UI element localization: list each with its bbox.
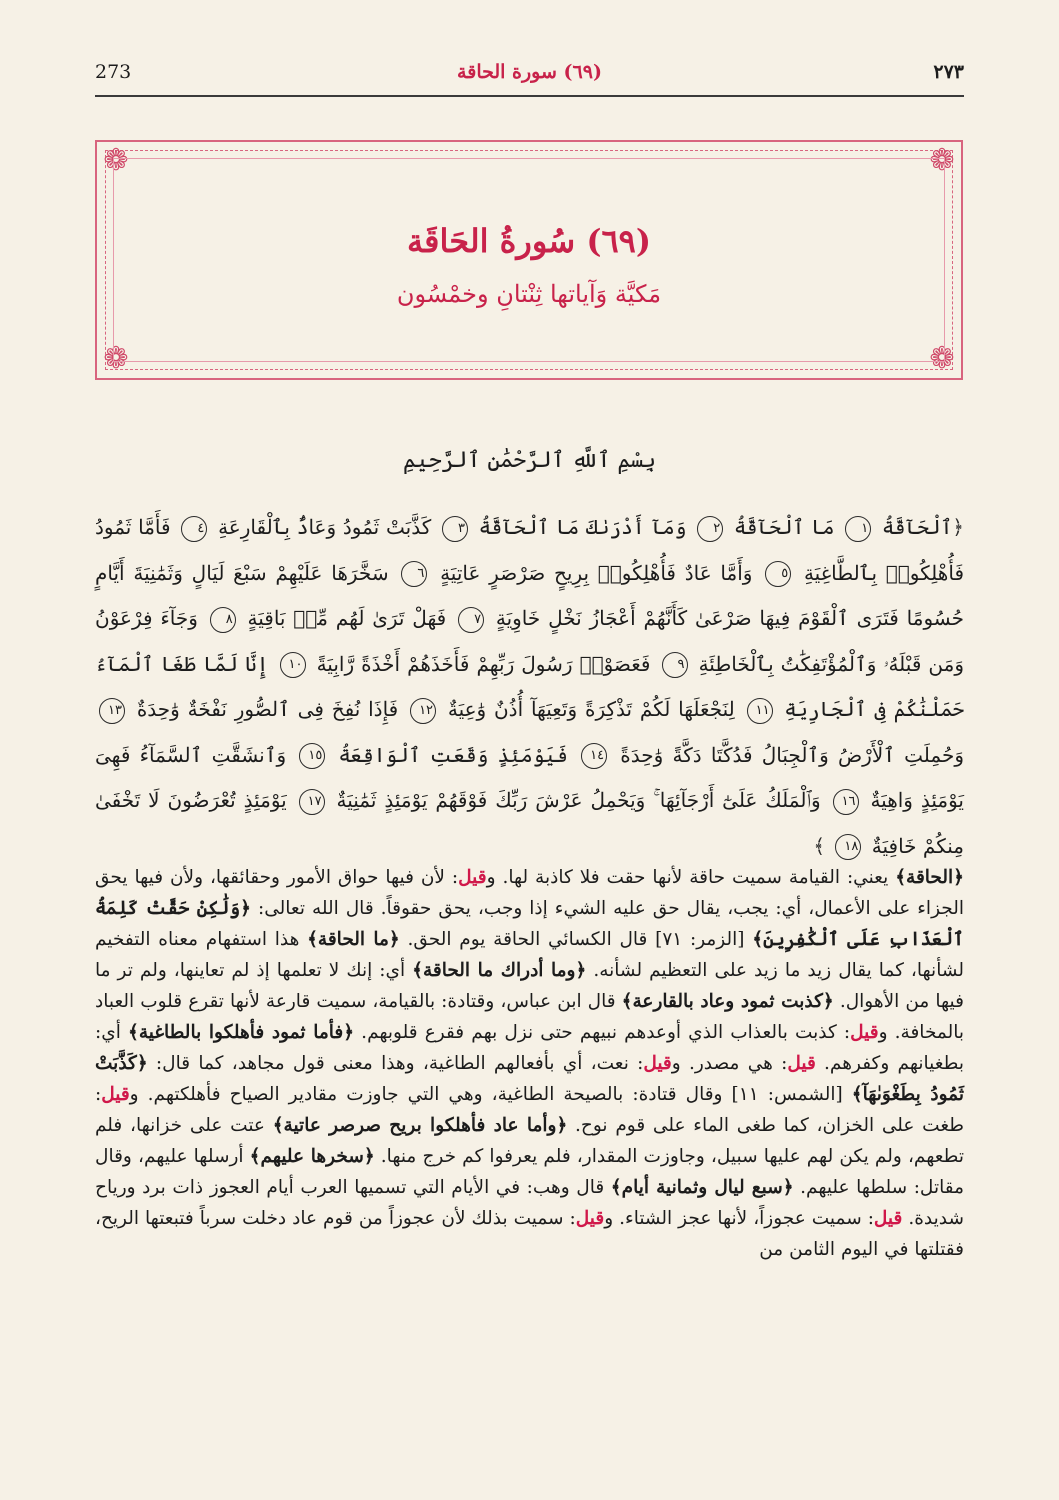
verse-text: فَعَصَوْا۟ رَسُولَ رَبِّهِمْ فَأَخَذَهُمْ أَخْذَةً رَّابِيَةً	[316, 651, 651, 676]
commentary-qil-marker: قيل	[873, 1208, 903, 1229]
commentary-keyword: ﴿سخرها عليهم﴾	[249, 1146, 375, 1167]
verse-text: فَهَلْ تَرَىٰ لَهُم مِّنۢ بَاقِيَةٍ	[247, 606, 447, 630]
commentary-qil-marker: قيل	[643, 1053, 672, 1074]
ayah-number: ٣	[442, 516, 468, 542]
commentary-segment: : هي مصدر. و	[671, 1053, 788, 1074]
ornament-corner-icon: ❁	[929, 341, 955, 376]
page-number-arabic: ٢٧٣	[933, 61, 964, 83]
commentary-segment: هذا استفهام معناه التفخيم لشأنها، كما يقال زيد ما زيد على التعظيم لشأنه.	[95, 929, 964, 981]
ayah-number: ١٦	[833, 789, 859, 815]
commentary-keyword: ﴿وأما عاد فأهلكوا بريح صرصر عاتية﴾	[272, 1115, 568, 1136]
commentary-segment: : طغت على الخزان، كما طغى الماء على قوم نوح.	[95, 1084, 964, 1136]
ayah-number: ١١	[747, 698, 773, 724]
verse-text: فَإِذَا نُفِخَ فِى ٱلصُّورِ نَفْخَةٌ وَٰحِدَةٌ	[136, 697, 399, 721]
commentary-segment: : لأن فيها حواق الأمور وحقائقها، ولأن فيها يحق الجزاء على الأعمال، أي: يجب، يقال حق عليه الشيء إذا وجب، يحق حقوقاً. قال الله تعالى:	[95, 867, 964, 919]
sura-title-frame	[95, 140, 963, 380]
ayah-number: ١	[845, 516, 871, 542]
ayah-number: ٦	[401, 561, 427, 587]
commentary-qil-marker: قيل	[575, 1208, 605, 1229]
commentary-segment: أرسلها عليهم، وقال مقاتل: سلطها عليهم.	[95, 1146, 964, 1198]
verse-bracket-close: ﴾	[813, 833, 826, 858]
commentary-segment: : نعت، أي بأفعالهم الطاغية، وهذا معنى قول مجاهد، كما قال:	[147, 1053, 644, 1074]
verse-text: وَأَمَّا عَادٌ فَأُهْلِكُوا۟ بِرِيحٍ صَرْصَرٍ عَاتِيَةٍ	[440, 560, 753, 585]
commentary-segment: قال وهب: في الأيام التي تسميها العرب أيام العجوز ذات برد ورياح شديدة.	[95, 1177, 964, 1229]
ayah-number: ٨	[210, 607, 236, 633]
commentary-quote: ﴿وَلَٰكِنْ حَقَّتْ كَلِمَةُ ٱلْعَذَابِ عَلَى ٱلْكَٰفِرِينَ﴾	[95, 898, 964, 950]
verse-text: لِنَجْعَلَهَا لَكُمْ تَذْكِرَةً وَتَعِيَهَآ أُذُنٌ وَٰعِيَةٌ	[447, 697, 735, 721]
commentary-qil-marker: قيل	[101, 1084, 130, 1105]
commentary-segment: : سميت بذلك لأن عجوزاً من قوم عاد دخلت سرباً فتبعتها الريح، فقتلتها في اليوم الثامن من	[95, 1208, 964, 1260]
verse-text: وَجَآءَ فِرْعَوْنُ وَمَن قَبْلَهُۥ وَٱلْمُؤْتَفِكَٰتُ بِٱلْخَاطِئَةِ	[95, 606, 965, 676]
verse-text: إِنَّا لَمَّا طَغَا ٱلْمَآءُ حَمَلْنَٰكُمْ فِى ٱلْجَارِيَةِ	[95, 651, 965, 721]
verse-bracket-open: ﴿	[952, 515, 965, 539]
commentary-segment: [الشمس: ١١] وقال قتادة: بالصيحة الطاغية، وهي التي جاوزت مقادير الصياح فأهلكتهم. و	[129, 1084, 852, 1105]
commentary-keyword: ﴿سبع ليال وثمانية أيام﴾	[610, 1177, 794, 1198]
verse-text: يَوْمَئِذٍ تُعْرَضُونَ لَا تَخْفَىٰ مِنكُمْ خَافِيَةٌ	[95, 788, 964, 858]
commentary-quote: ﴿كَذَّبَتْ ثَمُودُ بِطَغْوَىٰهَآ﴾	[95, 1053, 964, 1105]
verse-text: كَذَّبَتْ ثَمُودُ وَعَادٌۢ بِٱلْقَارِعَةِ	[218, 515, 432, 539]
verse-text: مَا ٱلْحَآقَّةُ	[733, 515, 835, 539]
sura-subtitle: مَكيَّة وَآياتها ثِنْتانِ وخمْسُون	[396, 280, 662, 308]
verse-text: ٱلْحَآقَّةُ	[881, 515, 953, 539]
quran-verses	[95, 505, 964, 869]
ayah-number: ٥	[765, 561, 791, 587]
ornament-corner-icon: ❁	[103, 341, 129, 376]
commentary-segment: قال ابن عباس، وقتادة: بالقيامة، سميت قارعة لأنها تقرع قلوب العباد بالمخافة. و	[95, 991, 965, 1043]
commentary-keyword: ﴿الحاقة﴾	[895, 867, 964, 888]
ornament-corner-icon: ❁	[929, 143, 955, 178]
commentary-qil-marker: قيل	[458, 867, 487, 888]
ayah-number: ٩	[662, 652, 688, 678]
commentary-qil-marker: قيل	[850, 1022, 879, 1043]
ayah-number: ١٨	[835, 834, 861, 860]
ayah-number: ٤	[181, 516, 207, 542]
commentary-segment: أي: بطغيانهم وكفرهم.	[95, 1022, 965, 1074]
ayah-number: ١٢	[410, 698, 436, 724]
sura-title: (٦٩) سُورةُ الحَاقَة	[407, 222, 651, 260]
verse-text: وَحُمِلَتِ ٱلْأَرْضُ وَٱلْجِبَالُ فَدُكَّتَا دَكَّةً وَٰحِدَةً	[620, 742, 964, 767]
ayah-number: ١٠	[280, 652, 306, 678]
commentary-segment: : كذبت بالعذاب الذي أوعدهم نبيهم حتى نزل بهم فقرع قلوبهم.	[354, 1022, 851, 1043]
page-number-latin: 273	[95, 61, 132, 83]
ayah-number: ٢	[697, 516, 723, 542]
commentary-segment: [الزمر: ٧١] قال الكسائي الحاقة يوم الحق.	[399, 929, 753, 950]
commentary-keyword: ﴿فأما ثمود فأهلكوا بالطاغية﴾	[127, 1022, 355, 1043]
ayah-number: ١٥	[299, 743, 325, 769]
commentary-segment: : سميت عجوزاً، لأنها عجز الشتاء. و	[604, 1208, 874, 1229]
ornament-corner-icon: ❁	[103, 143, 129, 178]
ayah-number: ١٣	[99, 698, 125, 724]
commentary-keyword: ﴿وما أدراك ما الحاقة﴾	[412, 960, 587, 981]
commentary-qil-marker: قيل	[787, 1053, 816, 1074]
commentary-keyword: ﴿كذبت ثمود وعاد بالقارعة﴾	[621, 991, 834, 1012]
verse-text: سَخَّرَهَا عَلَيْهِمْ سَبْعَ لَيَالٍ وَثَمَٰنِيَةَ أَيَّامٍ حُسُومًا فَتَرَى ٱلْقَوْمَ فِيهَا صَرْعَىٰ كَأَنَّهُمْ أَعْجَازُ نَخْلٍ خَاوِيَةٍ	[95, 560, 965, 630]
commentary-segment: أي: إنك لا تعلمها إذ لم تعاينها، ولم تر ما فيها من الأهوال.	[95, 960, 964, 1012]
verse-text: فَيَوْمَئِذٍ وَقَعَتِ ٱلْوَاقِعَةُ	[338, 742, 568, 767]
verse-text: فَأَمَّا ثَمُودُ فَأُهْلِكُوا۟ بِٱلطَّاغِيَةِ	[95, 515, 964, 585]
basmala: بِسْمِ ٱللَّهِ ٱلرَّحْمَٰنِ ٱلرَّحِيمِ	[402, 448, 656, 473]
ayah-number: ١٤	[581, 743, 607, 769]
verse-text: وَٱلْمَلَكُ عَلَىٰٓ أَرْجَآئِهَا ۚ وَيَحْمِلُ عَرْشَ رَبِّكَ فَوْقَهُمْ يَوْمَئِذٍ ثَمَٰنِيَةٌ	[336, 788, 821, 812]
commentary-segment: عتت على خزانها، فلم تطعهم، ولم يكن لهم عليها سبيل، وجاوزت المقدار، فلم يعرفوا كم خرج منها.	[95, 1115, 965, 1167]
ayah-number: ٧	[458, 607, 484, 633]
commentary-keyword: ﴿ما الحاقة﴾	[307, 929, 400, 950]
commentary-text	[95, 862, 964, 1265]
verse-text: وَمَآ أَدْرَىٰكَ مَا ٱلْحَآقَّةُ	[478, 515, 687, 539]
header-title: (٦٩) سورة الحاقة	[457, 61, 602, 83]
page-header	[95, 55, 964, 97]
verse-text: وَٱنشَقَّتِ ٱلسَّمَآءُ فَهِىَ يَوْمَئِذٍ وَاهِيَةٌ	[95, 742, 964, 812]
ayah-number: ١٧	[299, 789, 325, 815]
commentary-segment: يعني: القيامة سميت حاقة لأنها حقت فلا كاذبة لها. و	[486, 867, 896, 888]
